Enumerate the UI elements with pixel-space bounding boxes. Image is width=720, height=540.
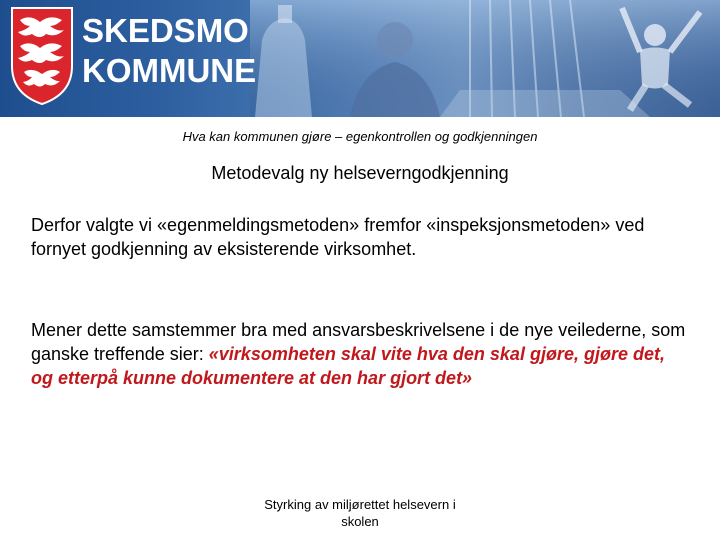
brand-name-line-2: KOMMUNE — [82, 52, 257, 89]
slide-subtitle: Hva kan kommunen gjøre – egenkontrollen og godkjenningen — [182, 129, 538, 144]
paragraph-2-quote: «virksomheten skal vite hva den skal gjøre, gjøre det, og etterpå kunne dokumentere at den har gjort det» — [31, 344, 665, 388]
brand-name-line-1: SKEDSMO — [82, 12, 249, 49]
skedsmo-coat-of-arms-icon — [10, 6, 74, 106]
slide-title: Metodevalg ny helseverngodkjenning — [211, 163, 509, 183]
paragraph-2 — [31, 318, 691, 390]
paragraph-1: Derfor valgte vi «egenmeldingsmetoden» fremfor «inspeksjonsmetoden» ved fornyet godkjenning av eksisterende virksomhet. — [31, 215, 645, 259]
slide-footer: Styrking av miljørettet helsevern i skolen — [264, 497, 456, 529]
paragraph-2-text: Mener dette samstemmer bra med ansvarsbeskrivelsene i de nye veilederne, som ganske treffende sier: — [31, 320, 686, 364]
header-banner — [0, 0, 720, 117]
